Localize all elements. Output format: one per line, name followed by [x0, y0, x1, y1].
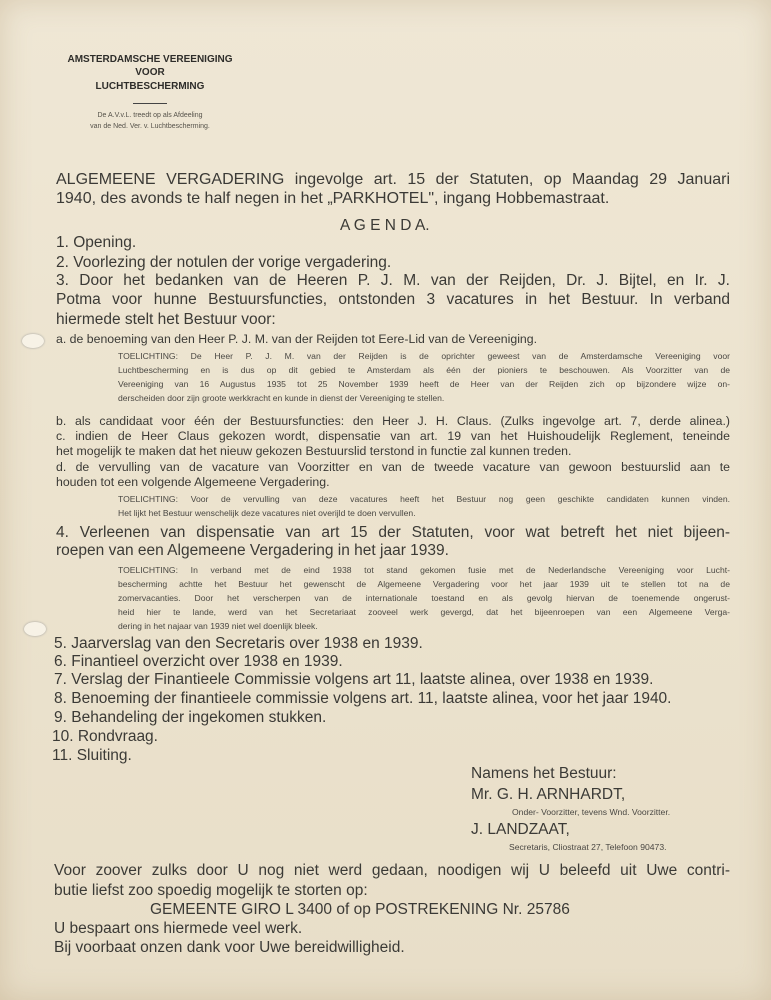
signatory-role: Secretaris, Cliostraat 27, Telefoon 90473. — [509, 842, 667, 852]
letterhead-note: De A.V.v.L. treedt op als Afdeeling — [97, 112, 203, 119]
letterhead-note: van de Ned. Ver. v. Luchtbescherming. — [90, 123, 210, 130]
letterhead-line: VOOR — [135, 67, 165, 78]
explanation: TOELICHTING: De Heer P. J. M. van der Reijden is de oprichter geweest van de Amsterdamsche Vereeniging voor — [118, 352, 730, 361]
signatory-role: Onder- Voorzitter, tevens Wnd. Voorzitter. — [512, 807, 671, 817]
sub-item: a. de benoeming van den Heer P. J. M. van der Reijden tot Eere-Lid van de Vereeniging. — [56, 332, 538, 346]
explanation: dering in het najaar van 1939 niet wel doenlijk bleek. — [118, 621, 318, 631]
signatory-name: J. LANDZAAT, — [471, 821, 570, 838]
agenda-item: 4. Verleenen van dispensatie van art 15 der Statuten, voor wat betreft het niet bijeen- — [56, 525, 730, 541]
agenda-item: 8. Benoeming der finantieele commissie volgens art. 11, laatste alinea, voor het jaar 1940. — [54, 690, 672, 707]
agenda-item: 6. Finantieel overzicht over 1938 en 1939. — [54, 653, 343, 670]
intro-line: ALGEMEENE VERGADERING ingevolge art. 15 der Statuten, op Maandag 29 Januari — [56, 172, 730, 188]
explanation: Het lijkt het Bestuur wenschelijk deze vacatures niet overijld te doen vervullen. — [118, 508, 416, 518]
agenda-item: 9. Behandeling der ingekomen stukken. — [54, 709, 327, 726]
sub-item: b. als candidaat voor één der Bestuursfuncties: den Heer J. H. Claus. (Zulks ingevolge art. 7, derde alinea.) — [56, 415, 730, 428]
sub-item: d. de vervulling van de vacature van Voorzitter en van de tweede vacature van gewoon bestuurslid aan te — [56, 461, 730, 474]
signature-heading: Namens het Bestuur: — [471, 765, 617, 782]
explanation: heid hier te lande, werd van het Secretariaat zooveel werk gevergd, dat het bijeenroepen van een Algemeene Verga- — [118, 608, 730, 617]
sub-item: houden tot een volgende Algemeene Vergadering. — [56, 475, 330, 489]
explanation: Vereeniging van 16 Augustus 1935 tot 25 November 1939 heeft de Heer van der Reijden zich op bijzondere wijze on- — [118, 380, 730, 389]
agenda-item: 7. Verslag der Finantieele Commissie volgens art 11, laatste alinea, over 1938 en 1939. — [54, 671, 654, 688]
agenda-item: 11. Sluiting. — [52, 747, 132, 764]
explanation: bescherming achtte het Bestuur het gewenscht de Algemeene Vergadering voor het jaar 1939 uit te stellen tot na de — [118, 580, 730, 589]
punch-hole — [24, 622, 46, 636]
footer-line: butie liefst zoo spoedig mogelijk te storten op: — [54, 882, 368, 899]
footer-line: U bespaart ons hiermede veel werk. — [54, 920, 303, 937]
letterhead-line: LUCHTBESCHERMING — [95, 81, 205, 92]
punch-hole — [22, 334, 44, 348]
letterhead-divider — [133, 103, 167, 104]
agenda-title: A G E N D A. — [340, 217, 430, 234]
agenda-item: 1. Opening. — [56, 234, 137, 251]
agenda-item: 3. Door het bedanken van de Heeren P. J. M. van der Reijden, Dr. J. Bijtel, en Ir. J. — [56, 273, 730, 289]
letterhead-line: AMSTERDAMSCHE VEREENIGING — [67, 54, 233, 65]
agenda-item: 10. Rondvraag. — [52, 728, 158, 745]
footer-line: Voor zoover zulks door U nog niet werd gedaan, noodigen wij U beleefd uit Uwe contri- — [54, 863, 730, 879]
explanation: Luchtbescherming en is dus op dit gebied te Amsterdam als één der pioniers te beschouwen. Als Voorzitter van de — [118, 366, 730, 375]
footer-line: Bij voorbaat onzen dank voor Uwe bereidwilligheid. — [54, 939, 405, 956]
intro-line: 1940, des avonds te half negen in het „PARKHOTEL", ingang Hobbemastraat. — [56, 190, 610, 207]
payment-accounts: GEMEENTE GIRO L 3400 of op POSTREKENING Nr. 25786 — [150, 901, 570, 918]
agenda-item: 5. Jaarverslag van den Secretaris over 1938 en 1939. — [54, 635, 423, 652]
explanation: TOELICHTING: Voor de vervulling van deze vacatures heeft het Bestuur nog geen geschikte candidaten kunnen vinden. — [118, 495, 730, 504]
explanation: TOELICHTING: In verband met de eind 1938 tot stand gekomen fusie met de Nederlandsche Vereeniging voor Lucht- — [118, 566, 730, 575]
sub-item: c. indien de Heer Claus gekozen wordt, dispensatie van art. 19 van het Huishoudelijk Reglement, teneinde — [56, 430, 730, 443]
signatory-name: Mr. G. H. ARNHARDT, — [471, 786, 626, 803]
agenda-item: 2. Voorlezing der notulen der vorige vergadering. — [56, 254, 392, 271]
agenda-item: roepen van een Algemeene Vergadering in het jaar 1939. — [56, 542, 449, 559]
explanation: derscheiden door zijn groote werkkracht en kunde in dienst der Vereeniging te stellen. — [118, 393, 445, 403]
sub-item: het mogelijk te maken dat het nieuw gekozen Bestuurslid terstond in functie zal kunnen treden. — [56, 444, 572, 458]
agenda-item: hiermede stelt het Bestuur voor: — [56, 311, 276, 328]
explanation: zomervacanties. Door het verscherpen van de internationale toestand en als gevolg hiervan de toenemende ongerust- — [118, 594, 730, 603]
agenda-item: Potma voor hunne Bestuursfuncties, ontstonden 3 vacatures in het Bestuur. In verband — [56, 292, 730, 308]
